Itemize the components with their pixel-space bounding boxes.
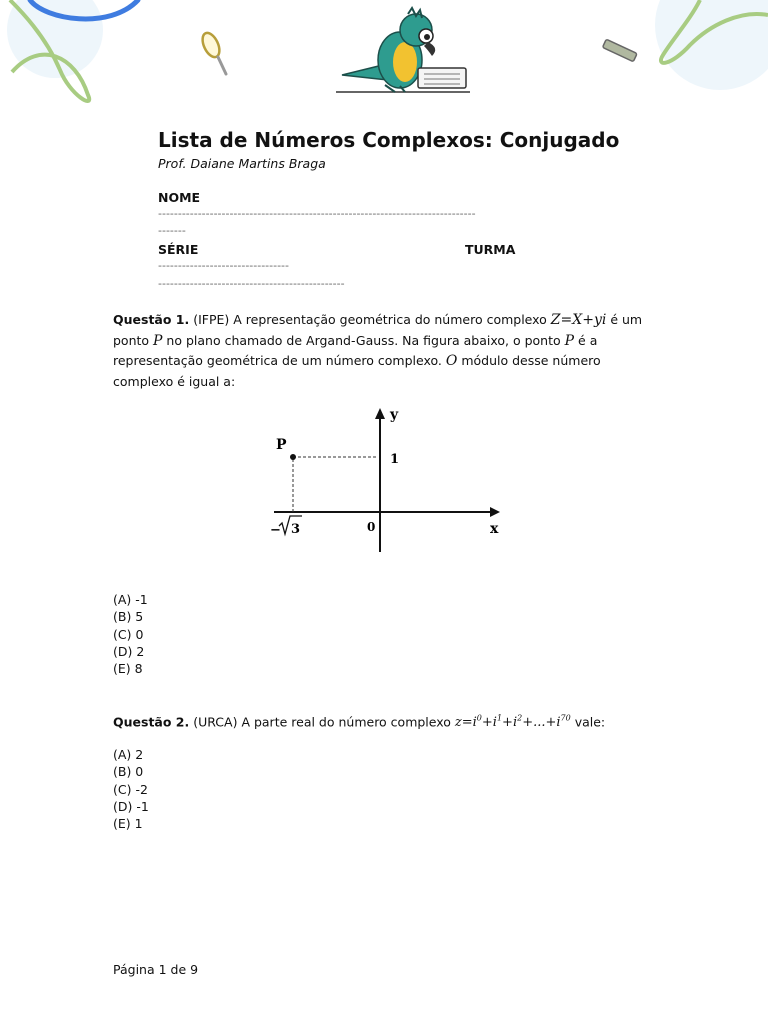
option-c: (C) 0 xyxy=(113,626,144,642)
q2-exp0: 0 xyxy=(476,714,482,723)
swirl-right-decoration xyxy=(655,0,768,90)
point-p xyxy=(290,454,296,460)
option-b: (B) 0 xyxy=(113,764,144,780)
q2-math-expression xyxy=(455,715,571,730)
option-a: (A) 2 xyxy=(113,747,144,762)
q1-math-p: P xyxy=(153,332,163,349)
q1-math-o: O xyxy=(445,353,458,369)
page-title: Lista de Números Complexos: Conjugado xyxy=(158,128,620,152)
argand-gauss-figure xyxy=(262,402,507,562)
q2-plus3: +...+i xyxy=(522,715,561,731)
q1-text-b: é um ponto xyxy=(113,312,643,348)
page-number: Página 1 de 9 xyxy=(113,962,199,977)
option-a: (A) -1 xyxy=(113,592,148,607)
option-c: (C) -2 xyxy=(113,781,148,797)
calculator-icon xyxy=(602,39,637,62)
x-value-radicand: 3 xyxy=(291,522,301,537)
q2-exp1: 1 xyxy=(496,714,503,723)
q1-math-z: Z=X+yi xyxy=(550,312,607,328)
x-axis-arrow xyxy=(490,507,500,517)
swirl-left-decoration xyxy=(7,0,138,101)
question-2-label: Questão 2. xyxy=(113,714,190,730)
nome-line-continued: ------- xyxy=(158,224,186,237)
q2-plus2: +i xyxy=(502,715,518,731)
option-b: (B) 5 xyxy=(113,609,144,625)
q2-plus1: +i xyxy=(481,715,497,731)
author-name: Prof. Daiane Martins Braga xyxy=(158,156,326,171)
question-1-text xyxy=(113,310,658,391)
x-value-minus: − xyxy=(270,523,281,538)
magnifier-icon xyxy=(199,30,226,74)
point-p-label: P xyxy=(276,437,287,453)
q2-exp70: 70 xyxy=(560,714,571,723)
nome-label: NOME xyxy=(158,190,201,205)
question-1-options xyxy=(113,591,148,677)
option-d: (D) 2 xyxy=(113,643,145,659)
question-2-options xyxy=(113,746,149,832)
y-value-label: 1 xyxy=(390,452,400,467)
origin-label: 0 xyxy=(367,520,376,534)
serie-line: --------------------------------- xyxy=(158,259,289,272)
nome-line: -------------------------------------------------------------------------------- xyxy=(158,207,476,220)
q1-text-c: no plano chamado de Argand-Gauss. Na figura abaixo, o ponto xyxy=(162,332,565,348)
q1-text-d: é a representação geométrica de um número complexo. xyxy=(113,332,598,368)
option-d: (D) -1 xyxy=(113,798,149,814)
q1-math-p2: P xyxy=(564,332,575,349)
q2-math-a: z=i xyxy=(454,715,477,731)
x-axis-label: x xyxy=(490,521,499,537)
q2-exp2: 2 xyxy=(517,714,523,723)
q1-text-e: módulo desse número complexo é igual a: xyxy=(113,353,601,389)
y-axis-label: y xyxy=(390,407,399,423)
q2-text-b: vale: xyxy=(570,714,606,730)
turma-line: ----------------------------------------------- xyxy=(158,277,345,290)
question-2-text xyxy=(113,709,658,733)
question-1-label: Questão 1. xyxy=(113,312,190,327)
q1-text-a: (IFPE) A representação geométrica do número complexo xyxy=(189,312,551,327)
serie-label: SÉRIE xyxy=(158,242,199,257)
y-axis-arrow xyxy=(375,408,385,419)
x-value-label xyxy=(270,516,302,538)
turma-label: TURMA xyxy=(465,242,516,257)
q2-text-a: (URCA) A parte real do número complexo xyxy=(189,714,455,730)
option-e: (E) 8 xyxy=(113,661,143,677)
option-e: (E) 1 xyxy=(113,816,143,832)
header-decoration xyxy=(0,0,768,110)
parrot-reading-icon xyxy=(336,8,470,92)
